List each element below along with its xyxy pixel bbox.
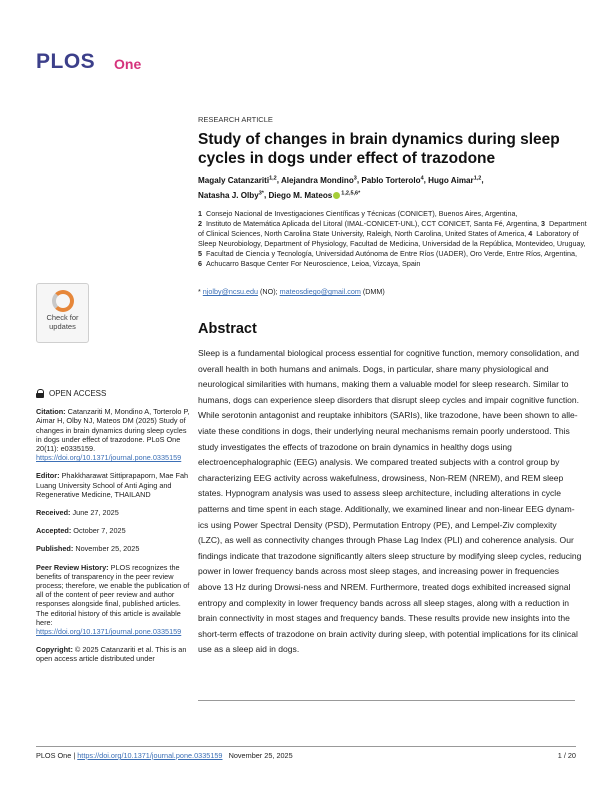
footer-date: November 25, 2025 <box>222 751 293 760</box>
author[interactable]: Hugo Aimar$^{1,2}$ <box>428 175 482 185</box>
footer-divider <box>36 746 576 747</box>
open-access-label <box>36 389 190 398</box>
orcid-icon[interactable] <box>333 192 340 199</box>
open-lock-icon <box>36 389 44 398</box>
citation-doi-link[interactable]: https://doi.org/10.1371/journal.pone.0335159 <box>36 453 182 463</box>
divider <box>198 700 575 701</box>
author[interactable]: Natasha J. Olby$^{3*}$ <box>198 190 264 200</box>
article-type: RESEARCH ARTICLE <box>198 115 273 124</box>
author[interactable]: Alejandra Mondino$^3$ <box>280 175 357 185</box>
author[interactable]: Pablo Torterolo$^4$ <box>361 175 424 185</box>
citation: Citation: Catanzariti M, Mondino A, Torterolo P, Aimar H, Olby NJ, Mateos DM (2025) Study of changes in brain dynamics during sleep cycles in dogs under effect of trazodone. PLoS One 20(11): e0335159. https://doi.org/10.1371/journal.pone.0335159 <box>36 407 190 463</box>
author[interactable]: Diego M. Mateos $^{1,2,5,6*}$ <box>268 190 361 200</box>
abstract-text: Sleep is a fundamental biological process essential for cognitive function, memory consolidation, and overall health in both humans and animals. Dogs, in particular, share many physiological and neurological similarities with humans, making them a valuable model for sleep research. Similar to humans, dogs can experience sleep disorders that disrupt sleep cycles and impair cognitive function. While serotonin antagonist and reuptake inhibitors (SARIs), like trazodone, have been shown to alle-viate these conditions in dogs, their underlying neural mechanisms remain poorly understood. This study investigates the effects of trazodone on brain dynamics in healthy dogs using electroencephalographic (EEG) analysis. We compared treated subjects with a control group by characterizing EEG activity across wakefulness, drowsiness, Non-REM (NREM), and REM sleep states. Hypnogram analysis was used to assess sleep architecture, including alterations in cycle patterns and time spent in each stage. Additionally, we examined linear and non-linear EEG dynam-ics using Power Spectral Density (PSD), Permutation Entropy (PE), and Lempel-Ziv complexity (LZC), as well as connectivity changes through Phase Lag Index (PLI) and coherence analysis. Our findings indicate that trazodone significantly alters sleep structure by modifying sleep cycles, reducing power in lower frequency bands across most sleep stages, and increasing power in frequencies above 13 Hz during Drowsi-ness and NREM. Furthermore, treated dogs exhibited increased signal entropy and complexity in lower frequency bands across all sleep stages, along with a reduction in brain connectivity in most stages and frequency bands. These results provide new insights into the short-term effects of trazodone on brain activity during sleep, with potential implications for its clinical use as a sleep aid in dogs. <box>198 348 582 655</box>
badge-line1: Check for <box>46 313 79 322</box>
email-link-mateos[interactable]: mateosdiego@gmail.com <box>279 287 361 296</box>
published-date: Published: November 25, 2025 <box>36 544 140 554</box>
journal-logo[interactable] <box>36 46 156 76</box>
email-link-olby[interactable]: njolby@ncsu.edu <box>202 287 259 296</box>
abstract-heading: Abstract <box>198 321 257 337</box>
badge-line2: updates <box>49 321 76 331</box>
refresh-icon <box>52 290 74 312</box>
copyright: Copyright: © 2025 Catanzariti et al. This is an open access article distributed under <box>36 645 187 664</box>
author[interactable]: Magaly Catanzariti$^{1,2}$ <box>198 175 277 185</box>
logo-plos-text: PLOS <box>36 50 96 73</box>
accepted-date: Accepted: October 7, 2025 <box>36 526 126 536</box>
footer-doi-link[interactable]: https://doi.org/10.1371/journal.pone.0335159 <box>77 751 223 760</box>
author-list: Magaly Catanzariti$^{1,2}$, Alejandra Mondino$^3$, Pablo Torterolo$^4$, Hugo Aimar$^{1,2}$, Natasha J. Olby$^{3*}$, Diego M. Mateos $^{1,2,5,6*}$ <box>198 175 484 200</box>
article-title: Study of changes in brain dynamics during sleep cycles in dogs under effect of trazodone <box>198 131 560 167</box>
footer-journal: PLOS One | <box>36 751 78 760</box>
page-number: 1 / 20 <box>557 751 576 760</box>
open-access-text: OPEN ACCESS <box>49 389 107 398</box>
page-footer <box>36 751 576 760</box>
peer-review-history: Peer Review History: PLOS recognizes the benefits of transparency in the peer review process; therefore, we enable the publication of all of the content of peer review and author responses alongside final, published articles. The editorial history of this article is available here: https://doi.org/10.1371/journal.pone.0335159 <box>36 562 190 637</box>
correspondence: * njolby@ncsu.edu (NO); mateosdiego@gmail.com (DMM) <box>198 287 385 296</box>
affiliations: 1 Consejo Nacional de Investigaciones Científicas y Técnicas (CONICET), Buenos Aires, Argentina, 2 Instituto de Matemática Aplicada del Litoral (IMAL-CONICET-UNL), CCT CONICET, Santa Fé, Argentina, 3 Department of Clinical Sciences, North Carolina State University, Raleigh, North Carolina, United States of America, 4 Laboratory of Sleep Neurobiology, Department of Physiology, Facultad de Medicina, Universidad de la República, Montevideo, Uruguay, 5 Facultad de Ciencia y Tecnología, Universidad Autónoma de Entre Ríos (UADER), Oro Verde, Entre Ríos, Argentina, 6 Achucarro Basque Center For Neuroscience, Leioa, Vizcaya, Spain <box>198 209 587 269</box>
editor: Editor: Phakkharawat Sittiprapaporn, Mae Fah Luang University School of Anti Aging and Regenerative Medicine, THAILAND <box>36 471 189 499</box>
review-doi-link[interactable]: https://doi.org/10.1371/journal.pone.0335159 <box>36 627 182 637</box>
logo-one-text: One <box>114 56 142 72</box>
check-for-updates-button[interactable] <box>36 283 89 343</box>
received-date: Received: June 27, 2025 <box>36 508 119 518</box>
article-sidebar <box>36 389 190 673</box>
